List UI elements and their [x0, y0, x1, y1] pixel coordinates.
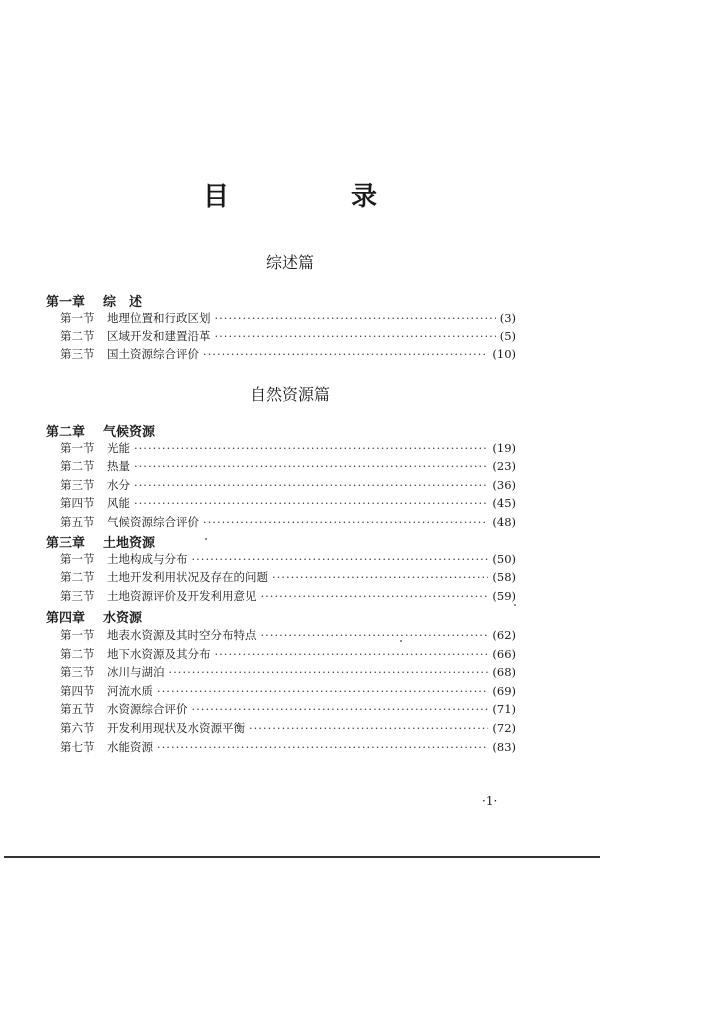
toc-entry[interactable] — [60, 477, 516, 493]
leader-dots — [169, 665, 489, 679]
chapter-3-heading — [46, 532, 155, 551]
toc-entry[interactable] — [60, 739, 516, 755]
chapter-name: 气候资源 — [103, 425, 156, 440]
leader-dots — [261, 628, 489, 642]
page-ref: (36) — [492, 478, 516, 492]
toc-entry[interactable] — [60, 701, 516, 717]
chapter-number: 第一章 — [46, 295, 86, 310]
leader-dots — [157, 684, 488, 698]
leader-dots — [272, 570, 488, 584]
section-title: 开发利用现状及水资源平衡 — [107, 721, 245, 735]
toc-entry[interactable] — [60, 683, 516, 699]
page-ref: (83) — [492, 740, 516, 754]
toc-entry[interactable] — [60, 646, 516, 662]
part-title-overview: 综述篇 — [265, 253, 314, 272]
section-title: 光能 — [107, 441, 130, 455]
page-title: 目 录 — [202, 182, 425, 212]
chapter-name: 水资源 — [103, 611, 143, 626]
leader-dots — [134, 496, 488, 510]
part-title-natural-resources: 自然资源篇 — [249, 385, 330, 404]
section-number: 第四节 — [60, 496, 95, 510]
section-number: 第五节 — [60, 702, 95, 716]
toc-entry[interactable] — [60, 720, 516, 736]
leader-dots — [203, 515, 488, 529]
section-number: 第二节 — [60, 459, 95, 473]
section-number: 第七节 — [60, 740, 95, 754]
page-ref: (10) — [492, 347, 516, 361]
section-number: 第二节 — [60, 570, 95, 584]
leader-dots — [203, 347, 488, 361]
section-title: 区域开发和建置沿革 — [107, 329, 211, 343]
page-ref: (5) — [499, 329, 516, 343]
leader-dots — [215, 329, 496, 343]
toc-entry[interactable] — [60, 588, 516, 604]
section-title: 地理位置和行政区划 — [107, 311, 211, 325]
section-title: 土地构成与分布 — [107, 552, 188, 566]
page-ref: (71) — [492, 702, 516, 716]
section-title: 地下水资源及其分布 — [107, 647, 211, 661]
chapter-name: 土地资源 — [103, 536, 156, 551]
section-title: 土地资源评价及开发利用意见 — [107, 589, 257, 603]
page-ref: (66) — [492, 647, 516, 661]
toc-entry[interactable] — [60, 310, 516, 326]
chapter-number: 第四章 — [46, 611, 86, 626]
section-title: 水分 — [107, 478, 130, 492]
leader-dots — [261, 589, 489, 603]
section-number: 第二节 — [60, 647, 95, 661]
leader-dots — [215, 311, 496, 325]
section-number: 第三节 — [60, 347, 95, 361]
section-number: 第三节 — [60, 589, 95, 603]
leader-dots — [134, 441, 488, 455]
page-ref: (58) — [492, 570, 516, 584]
chapter-number: 第三章 — [46, 536, 86, 551]
leader-dots — [249, 721, 488, 735]
toc-entry[interactable] — [60, 664, 516, 680]
leader-dots — [192, 702, 489, 716]
page-ref: (19) — [492, 441, 516, 455]
page-ref: (68) — [492, 665, 516, 679]
chapter-1-heading — [46, 291, 142, 310]
toc-entry[interactable] — [60, 627, 516, 643]
section-title: 河流水质 — [107, 684, 153, 698]
section-number: 第三节 — [60, 665, 95, 679]
page-ref: (50) — [492, 552, 516, 566]
section-title: 水资源综合评价 — [107, 702, 188, 716]
page-ref: (45) — [492, 496, 516, 510]
page-ref: (23) — [492, 459, 516, 473]
section-title: 地表水资源及其时空分布特点 — [107, 628, 257, 642]
leader-dots — [157, 740, 488, 754]
page-ref: (69) — [492, 684, 516, 698]
section-title: 国土资源综合评价 — [107, 347, 199, 361]
toc-entry[interactable] — [60, 458, 516, 474]
leader-dots — [215, 647, 489, 661]
section-number: 第四节 — [60, 684, 95, 698]
section-number: 第三节 — [60, 478, 95, 492]
section-number: 第一节 — [60, 441, 95, 455]
section-title: 风能 — [107, 496, 130, 510]
section-title: 土地开发利用状况及存在的问题 — [107, 570, 268, 584]
toc-entry[interactable] — [60, 495, 516, 511]
page-number: ·1· — [482, 794, 498, 808]
section-number: 第一节 — [60, 311, 95, 325]
chapter-number: 第二章 — [46, 425, 86, 440]
chapter-2-heading — [46, 421, 155, 440]
page-ref: (48) — [492, 515, 516, 529]
section-number: 第二节 — [60, 329, 95, 343]
toc-entry[interactable] — [60, 514, 516, 530]
scan-speck — [400, 640, 402, 642]
section-title: 冰川与湖泊 — [107, 665, 165, 679]
toc-entry[interactable] — [60, 569, 516, 585]
page-ref: (59) — [492, 589, 516, 603]
scan-edge-rule — [4, 856, 600, 858]
toc-entry[interactable] — [60, 440, 516, 456]
leader-dots — [192, 552, 489, 566]
scan-speck — [205, 538, 207, 540]
section-title: 水能资源 — [107, 740, 153, 754]
page-ref: (72) — [492, 721, 516, 735]
section-number: 第一节 — [60, 628, 95, 642]
section-title: 热量 — [107, 459, 130, 473]
page-ref: (62) — [492, 628, 516, 642]
toc-entry[interactable] — [60, 346, 516, 362]
page-ref: (3) — [499, 311, 516, 325]
section-title: 气候资源综合评价 — [107, 515, 199, 529]
leader-dots — [134, 459, 488, 473]
leader-dots — [134, 478, 488, 492]
chapter-4-heading — [46, 607, 142, 626]
scan-speck — [514, 604, 516, 606]
chapter-name: 综 述 — [103, 295, 143, 310]
toc-entry[interactable] — [60, 328, 516, 344]
toc-entry[interactable] — [60, 551, 516, 567]
section-number: 第六节 — [60, 721, 95, 735]
section-number: 第一节 — [60, 552, 95, 566]
section-number: 第五节 — [60, 515, 95, 529]
